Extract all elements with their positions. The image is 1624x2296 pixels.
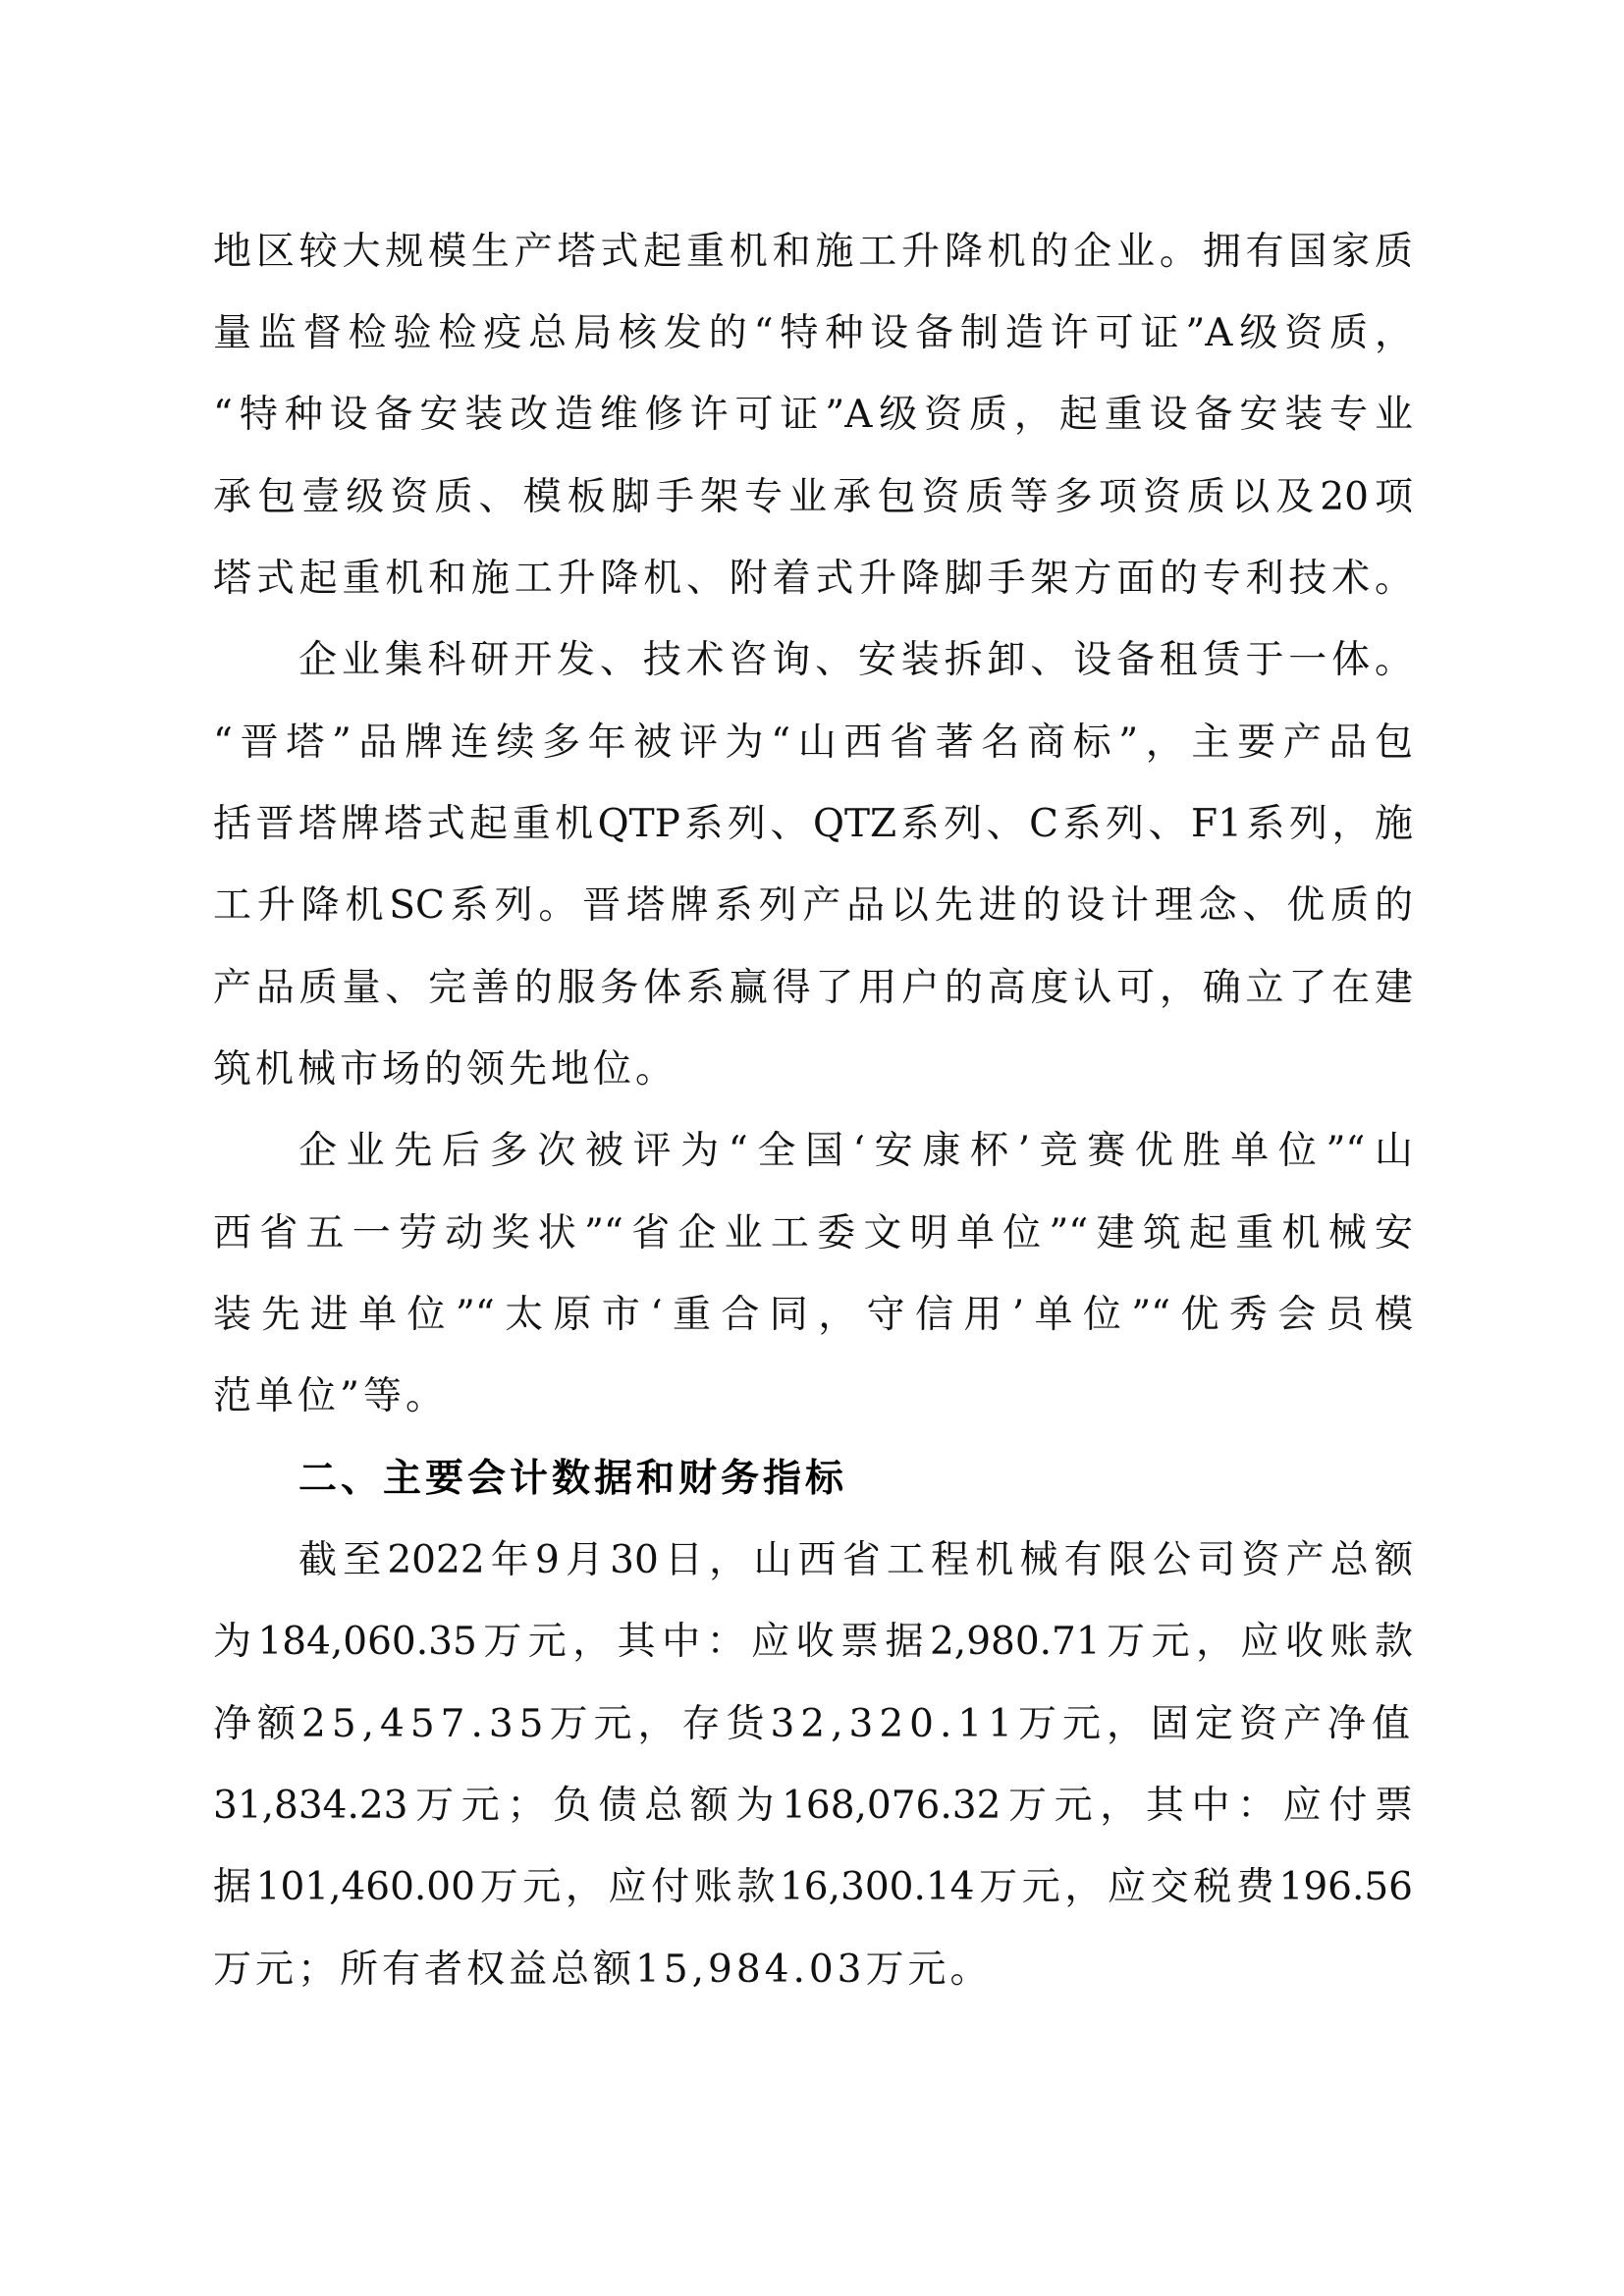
paragraph-1-line-3: “特种设备安装改造维修许可证”A级资质，起重设备安装专业 — [213, 393, 1413, 437]
paragraph-4-line-4: 31,834.23万元；负债总额为168,076.32万元，其中：应付票 — [213, 1784, 1413, 1828]
paragraph-1-line-1: 地区较大规模生产塔式起重机和施工升降机的企业。拥有国家质 — [213, 230, 1413, 274]
paragraph-2-line-6: 筑机械市场的领先地位。 — [213, 1047, 678, 1092]
paragraph-1-line-5: 塔式起重机和施工升降机、附着式升降脚手架方面的专利技术。 — [213, 557, 1413, 601]
section-heading: 二、主要会计数据和财务指标 — [298, 1457, 848, 1501]
paragraph-3-line-2: 西省五一劳动奖状”“省企业工委文明单位”“建筑起重机械安 — [213, 1211, 1413, 1255]
paragraph-2-line-4: 工升降机SC系列。晋塔牌系列产品以先进的设计理念、优质的 — [213, 883, 1413, 928]
paragraph-4-line-6: 万元；所有者权益总额15,984.03万元。 — [213, 1948, 993, 1992]
paragraph-3-line-1: 企业先后多次被评为“全国‘安康杯’竞赛优胜单位”“山 — [298, 1129, 1413, 1173]
paragraph-4-line-2: 为184,060.35万元，其中：应收票据2,980.71万元，应收账款 — [213, 1620, 1413, 1664]
paragraph-3-line-4: 范单位”等。 — [213, 1374, 448, 1418]
paragraph-1-line-4: 承包壹级资质、模板脚手架专业承包资质等多项资质以及20项 — [213, 475, 1413, 519]
paragraph-4-line-5: 据101,460.00万元，应付账款16,300.14万元，应交税费196.56 — [213, 1865, 1413, 1909]
paragraph-3-line-3: 装先进单位”“太原市‘重合同，守信用’单位”“优秀会员模 — [213, 1293, 1413, 1337]
paragraph-2-line-5: 产品质量、完善的服务体系赢得了用户的高度认可，确立了在建 — [213, 966, 1413, 1010]
paragraph-2-line-2: “晋塔”品牌连续多年被评为“山西省著名商标”，主要产品包 — [213, 721, 1413, 765]
paragraph-4-line-1: 截至2022年9月30日，山西省工程机械有限公司资产总额 — [298, 1538, 1413, 1582]
paragraph-2-line-1: 企业集科研开发、技术咨询、安装拆卸、设备租赁于一体。 — [298, 638, 1413, 682]
paragraph-1-line-2: 量监督检验检疫总局核发的“特种设备制造许可证”A级资质， — [213, 311, 1413, 355]
paragraph-4-line-3: 净额25,457.35万元，存货32,320.11万元，固定资产净值 — [213, 1702, 1416, 1746]
paragraph-2-line-3: 括晋塔牌塔式起重机QTP系列、QTZ系列、C系列、F1系列，施 — [213, 802, 1413, 846]
